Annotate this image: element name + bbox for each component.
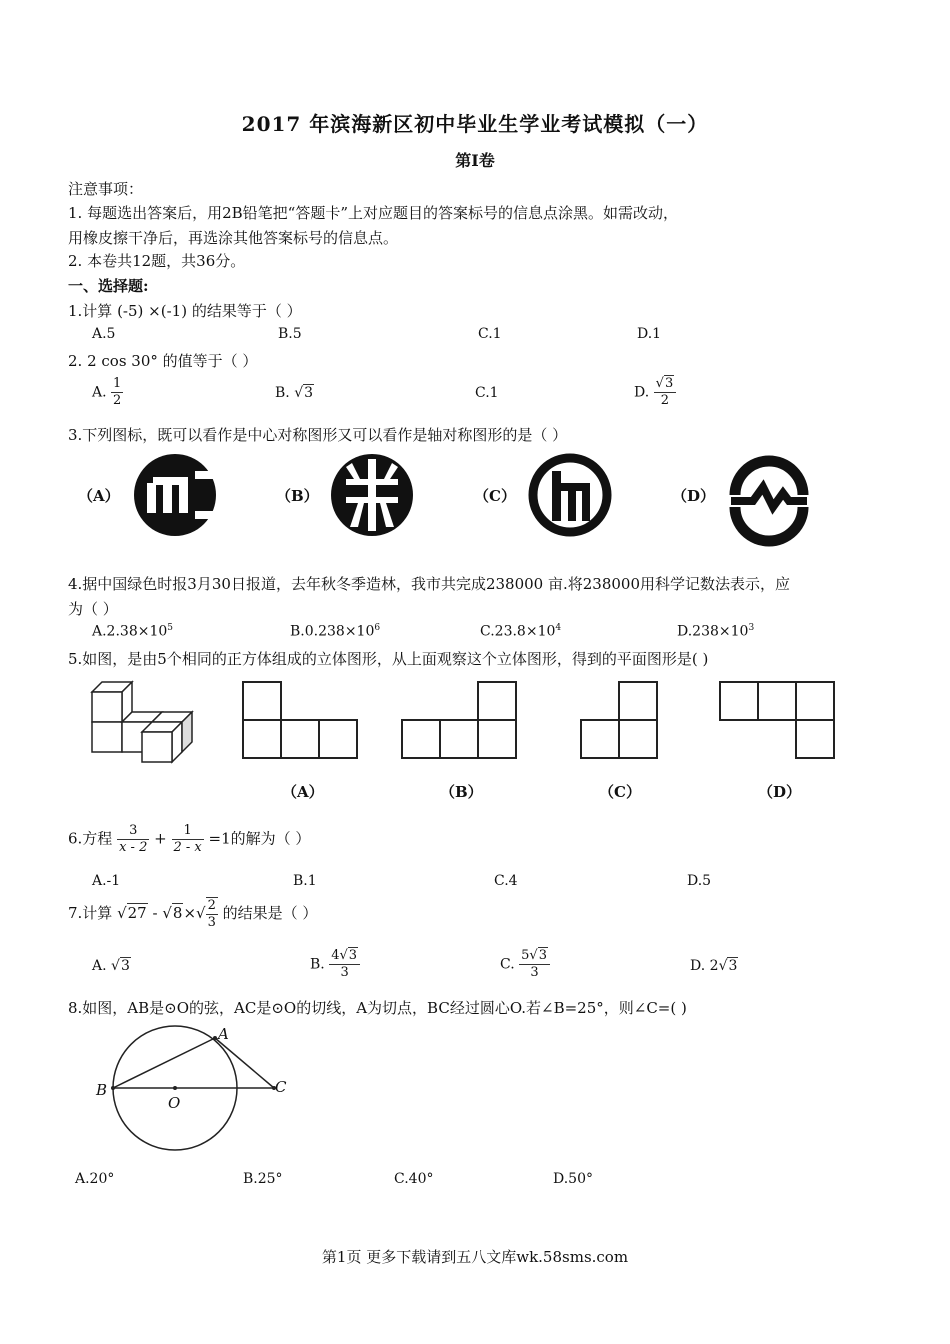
- q5-choice-a-figure: [242, 681, 360, 761]
- q7-fraction: $\frac{2}{3}$: [207, 898, 216, 930]
- q5-choice-d-figure: [719, 681, 837, 761]
- q1-option-a: A.5: [92, 326, 116, 342]
- section-heading: 一、选择题:: [68, 277, 149, 295]
- q6-option-a: A.-1: [92, 873, 121, 889]
- q7-option-c: C. $\frac{5√3}{3}$: [500, 948, 550, 981]
- notes-header: 注意事项：: [68, 180, 144, 198]
- q1-option-d: D.1: [637, 326, 662, 342]
- q8-stem: 8.如图，AB是⊙O的弦，AC是⊙O的切线，A为切点，BC经过圆心O.若∠B=25°，则∠C=( ): [68, 999, 687, 1017]
- q8-point-b-label: B: [96, 1081, 108, 1099]
- q4-stem-line-1: 4.据中国绿色时报3月30日报道，去年秋冬季造林，我市共完成238000 亩.将238000用科学记数法表示，应: [68, 575, 791, 593]
- q4-option-d: $D.238\times 10^3$: [677, 623, 755, 640]
- q4-option-c: $C.23.8\times 10^4$: [480, 623, 562, 640]
- q4-option-b: $B.0.238\times 10^6$: [290, 623, 381, 640]
- q7-option-a: A. √3: [92, 958, 130, 974]
- q5-label-c: （C）: [599, 783, 641, 801]
- page-title: 2017 年滨海新区初中毕业生学业考试模拟（一）: [241, 112, 709, 136]
- q2-option-b: B. √3: [275, 385, 314, 401]
- q5-choice-b-figure: [401, 681, 519, 761]
- q6-fraction-1: $\frac{3}{x - 2}$: [119, 823, 148, 855]
- q7-b-fraction: $\frac{4√3}{3}$: [329, 948, 360, 981]
- q5-choice-c-figure: [580, 681, 660, 761]
- q3-label-b: （B）: [276, 487, 319, 505]
- q5-label-d: （D）: [758, 783, 802, 801]
- q3-logo-d: [727, 453, 811, 537]
- volume-label: 第I卷: [455, 151, 495, 170]
- q3-stem: 3.下列图标，既可以看作是中心对称图形又可以看作是轴对称图形的是（ ）: [68, 426, 568, 444]
- q3-logo-b: [330, 453, 414, 537]
- q6-fraction-2: $\frac{1}{2 - x}$: [173, 823, 202, 855]
- q1-stem: 1.计算 (-5) ×(-1) 的结果等于（ ）: [68, 302, 302, 320]
- q6-stem: 6.方程 $\frac{3}{x - 2}$ + $\frac{1}{2 - x}$ =1的解为（ ）: [68, 823, 311, 855]
- q2-option-c: C.1: [475, 385, 499, 401]
- q6-option-c: C.4: [494, 873, 518, 889]
- q8-option-b: B.25°: [243, 1171, 283, 1187]
- q3-label-a: （A）: [78, 487, 120, 505]
- q4-option-a: $A.2.38\times 10^5$: [92, 623, 174, 640]
- q8-circle-diagram: [90, 1020, 300, 1155]
- q8-option-a: A.20°: [75, 1171, 115, 1187]
- q3-label-c: （C）: [474, 487, 516, 505]
- q7-option-d: D. 2√3: [690, 958, 738, 974]
- q2-option-d: D. $\frac{√3}{2}$: [634, 376, 676, 409]
- q3-label-d: （D）: [672, 487, 716, 505]
- q4-stem-line-2: 为（ ）: [68, 600, 118, 618]
- q8-point-a-label: A: [218, 1025, 229, 1043]
- q2-stem: 2. 2 cos 30° 的值等于（ ）: [68, 352, 258, 370]
- q2-a-fraction: $\frac{1}{2}$: [113, 376, 122, 408]
- q2-option-a: A. $\frac{1}{2}$: [92, 376, 122, 408]
- q5-label-b: （B）: [440, 783, 483, 801]
- q5-stem: 5.如图，是由5个相同的正方体组成的立体图形，从上面观察这个立体图形，得到的平面图形是( ): [68, 650, 709, 668]
- q1-option-b: B.5: [278, 326, 302, 342]
- q7-option-b: B. $\frac{4√3}{3}$: [310, 948, 360, 981]
- q8-point-c-label: C: [275, 1078, 287, 1096]
- q1-option-c: C.1: [478, 326, 502, 342]
- notes-line-1: 1. 每题选出答案后，用2B铅笔把“答题卡”上对应题目的答案标号的信息点涂黑。如需改动，: [68, 204, 678, 222]
- q8-option-c: C.40°: [394, 1171, 434, 1187]
- q3-logo-a: [133, 453, 217, 537]
- q8-option-d: D.50°: [553, 1171, 593, 1187]
- q2-d-fraction: $\frac{√3}{2}$: [654, 376, 677, 409]
- notes-line-3: 2. 本卷共12题，共36分。: [68, 252, 246, 270]
- q8-point-o-label: O: [168, 1094, 181, 1112]
- q6-option-b: B.1: [293, 873, 317, 889]
- q7-c-fraction: $\frac{5√3}{3}$: [519, 948, 550, 981]
- q6-option-d: D.5: [687, 873, 712, 889]
- q7-stem: 7.计算 √27 - √8×√ $\frac{2}{3}$ 的结果是（ ）: [68, 898, 318, 930]
- q3-logo-c: [528, 453, 612, 537]
- q5-label-a: （A）: [282, 783, 324, 801]
- q5-cube-solid-figure: [88, 682, 196, 766]
- notes-line-2: 用橡皮擦干净后，再选涂其他答案标号的信息点。: [68, 229, 399, 247]
- page-footer: 第1页 更多下载请到五八文库wk.58sms.com: [321, 1248, 629, 1266]
